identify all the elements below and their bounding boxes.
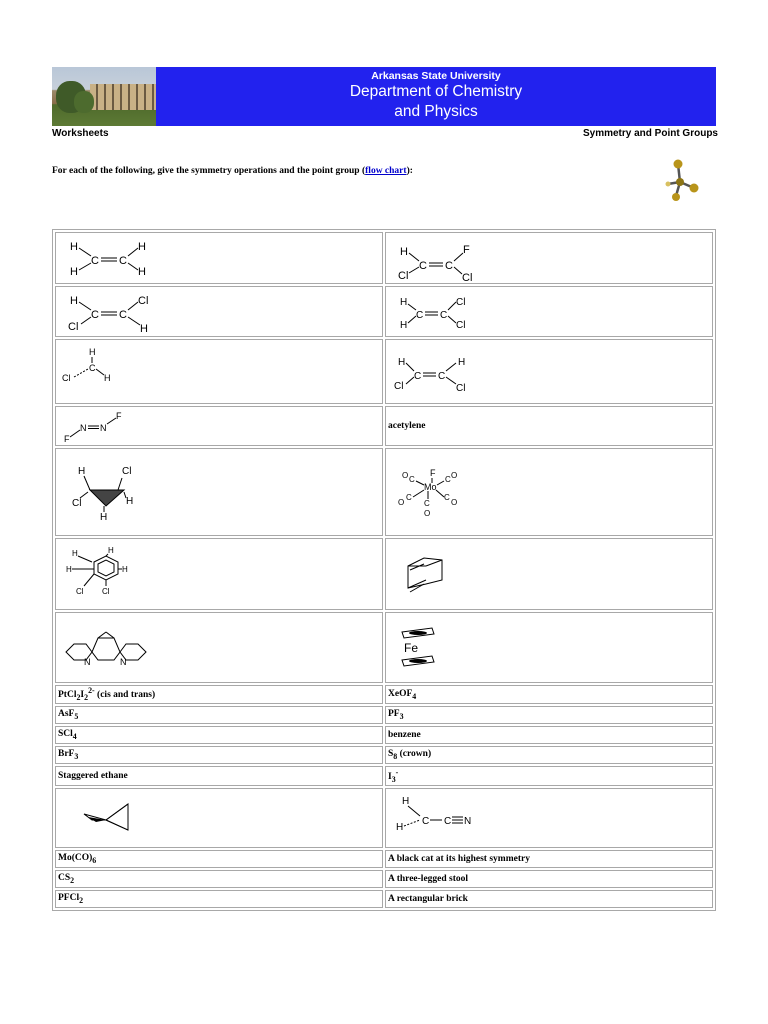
trans-dichloroethylene-cell	[55, 286, 383, 337]
tub-ring-structure	[388, 540, 508, 608]
s8-cell	[385, 746, 713, 764]
formula-subscript: 2	[84, 693, 89, 703]
svg-text:H: H	[138, 241, 146, 253]
svg-text:F: F	[116, 411, 122, 421]
svg-text:C: C	[440, 309, 448, 321]
svg-text:F: F	[430, 468, 436, 478]
chloromethane-structure	[58, 341, 178, 403]
table-row	[55, 726, 713, 744]
moof5-cell	[385, 448, 713, 536]
table-row	[55, 448, 713, 536]
formula-text: benzene	[388, 730, 421, 740]
svg-text:H: H	[70, 241, 78, 253]
instruction-after: ):	[406, 166, 413, 176]
svg-text:C: C	[91, 308, 99, 321]
formula-subscript: 2	[70, 875, 75, 885]
table-row	[55, 706, 713, 724]
svg-text:H: H	[104, 372, 111, 383]
svg-text:C: C	[438, 370, 446, 382]
svg-text:C: C	[445, 475, 451, 484]
xeof4-cell	[385, 685, 713, 704]
triiodide-cell	[385, 766, 713, 786]
table-row	[55, 538, 713, 610]
svg-text:Cl: Cl	[462, 272, 473, 283]
svg-text:N: N	[120, 656, 127, 667]
svg-text:C: C	[406, 493, 412, 502]
svg-text:C: C	[444, 493, 450, 502]
instruction-text	[52, 166, 413, 176]
molecule-table	[52, 229, 716, 911]
ethylene-structure	[58, 233, 178, 283]
worksheets-label: Worksheets	[52, 128, 109, 139]
formula-note: (crown)	[397, 749, 432, 760]
svg-text:H: H	[140, 322, 148, 335]
svg-text:C: C	[119, 308, 127, 321]
university-name: Arkansas State University	[371, 70, 501, 82]
acetonitrile-structure	[388, 790, 508, 846]
benzene-cell	[385, 726, 713, 744]
svg-text:H: H	[108, 546, 114, 555]
formula-subscript: 3	[391, 775, 396, 785]
trans-dichloroethylene-structure	[58, 288, 178, 336]
phenanthroline-structure	[58, 614, 178, 682]
svg-text:H: H	[66, 565, 72, 574]
phenanthroline-cell	[55, 612, 383, 683]
svg-text:F: F	[463, 244, 470, 256]
table-row	[55, 286, 713, 337]
svg-text:H: H	[400, 296, 408, 308]
acetylene-label: acetylene	[388, 421, 426, 431]
svg-text:F: F	[64, 434, 70, 444]
acetonitrile-cell	[385, 788, 713, 848]
svg-text:N: N	[464, 816, 472, 827]
svg-text:Mo: Mo	[424, 482, 437, 492]
dichlorocyclopropane-structure	[58, 450, 178, 534]
svg-text:Cl: Cl	[456, 296, 466, 308]
svg-text:H: H	[72, 549, 78, 558]
svg-text:Cl: Cl	[394, 380, 404, 392]
formula-subscript: 2	[76, 693, 81, 703]
svg-text:C: C	[445, 260, 453, 272]
formula-text: PFCl	[58, 893, 80, 904]
svg-text:Cl: Cl	[76, 587, 84, 596]
svg-text:O: O	[451, 471, 458, 480]
svg-text:H: H	[138, 266, 146, 278]
brf3-cell	[55, 746, 383, 764]
asf5-cell	[55, 706, 383, 724]
department-title-line1: Department of Chemistry	[349, 83, 523, 100]
formula-text: A three-legged stool	[388, 874, 469, 884]
svg-text:O: O	[424, 509, 431, 518]
svg-text:N: N	[100, 423, 107, 433]
table-row	[55, 890, 713, 908]
bicyclic-cell	[55, 788, 383, 848]
svg-text:C: C	[91, 255, 99, 267]
formula-subscript: 6	[92, 855, 97, 865]
dichlorobenzene-structure	[58, 540, 178, 608]
formula-subscript: 3	[74, 751, 79, 761]
svg-text:Cl: Cl	[68, 320, 79, 333]
svg-text:H: H	[122, 565, 128, 574]
svg-text:C: C	[409, 475, 415, 484]
formula-text: A rectangular brick	[388, 894, 468, 904]
svg-text:H: H	[400, 319, 408, 331]
dichlorocyclopropane-cell	[55, 448, 383, 536]
ferrocene-structure	[388, 614, 508, 682]
svg-text:Cl: Cl	[62, 372, 71, 383]
svg-text:C: C	[424, 499, 430, 508]
svg-text:H: H	[398, 356, 406, 368]
gem-dichloroethylene-cell	[385, 286, 713, 337]
pf3-cell	[385, 706, 713, 724]
svg-text:H: H	[70, 294, 78, 307]
cis-dichloroethylene-cell	[385, 339, 713, 404]
formula-text: XeOF	[388, 688, 413, 699]
molybdenum-carbonyl-fluoride-structure	[388, 450, 508, 534]
svg-text:O: O	[402, 471, 409, 480]
formula-text: PtCl	[58, 690, 77, 701]
table-row	[55, 766, 713, 786]
formula-text: S	[388, 749, 394, 760]
svg-text:H: H	[89, 346, 96, 357]
formula-subscript: 5	[74, 711, 79, 721]
svg-text:C: C	[119, 255, 127, 267]
formula-text: AsF	[58, 709, 75, 720]
svg-text:Cl: Cl	[122, 466, 132, 477]
svg-text:H: H	[70, 266, 78, 278]
cs2-cell	[55, 870, 383, 888]
cis-dichloroethylene-structure	[388, 341, 508, 403]
molecule-model-icon	[660, 158, 704, 204]
formula-subscript: 4	[412, 691, 417, 701]
svg-text:C: C	[422, 816, 430, 827]
svg-text:N: N	[84, 656, 91, 667]
stool-cell	[385, 870, 713, 888]
table-row	[55, 339, 713, 404]
section-title: Symmetry and Point Groups	[582, 128, 718, 139]
svg-text:C: C	[89, 362, 96, 373]
hfc-ethylene-cell	[385, 232, 713, 284]
formula-text: BrF	[58, 749, 75, 760]
formula-text: PF	[388, 709, 400, 720]
ferrocene-cell	[385, 612, 713, 683]
difluorodiazene-structure	[58, 407, 178, 445]
table-row	[55, 788, 713, 848]
svg-text:Cl: Cl	[456, 382, 466, 394]
chloromethane-cell	[55, 339, 383, 404]
svg-text:C: C	[444, 816, 452, 827]
formula-text: A black cat at its highest symmetry	[388, 854, 530, 864]
svg-text:H: H	[402, 796, 410, 807]
svg-text:H: H	[458, 356, 466, 368]
formula-note: (cis and trans)	[94, 690, 156, 701]
table-row	[55, 746, 713, 764]
formula-subscript: 8	[393, 751, 398, 761]
svg-text:H: H	[400, 246, 408, 258]
svg-text:Fe: Fe	[404, 640, 419, 655]
dichlorobenzene-cell	[55, 538, 383, 610]
difluorodiazene-cell	[55, 406, 383, 446]
table-row	[55, 232, 713, 284]
pfcl2-cell	[55, 890, 383, 908]
svg-text:Cl: Cl	[456, 319, 466, 331]
brick-cell	[385, 890, 713, 908]
formula-text: SCl	[58, 729, 73, 740]
formula-text: I	[80, 690, 85, 701]
formula-subscript: 2	[79, 895, 84, 905]
chlorofluoroethylene-structure	[388, 233, 508, 283]
instruction-before: For each of the following, give the symmetry operations and the point group (	[52, 166, 366, 176]
svg-text:H: H	[396, 822, 404, 833]
formula-text: CS	[58, 873, 71, 884]
svg-text:C: C	[416, 309, 424, 321]
formula-text: Mo(CO)	[58, 853, 93, 864]
table-row	[55, 612, 713, 683]
black-cat-cell	[385, 850, 713, 868]
svg-text:H: H	[78, 466, 86, 477]
table-row	[55, 850, 713, 868]
cyclooctatetraene-cell	[385, 538, 713, 610]
svg-text:O: O	[398, 498, 405, 507]
formula-text: I	[388, 772, 392, 783]
svg-text:Cl: Cl	[72, 498, 82, 509]
campus-photo	[52, 67, 156, 126]
ptcl2i2-cell	[55, 685, 383, 704]
formula-text: Staggered ethane	[58, 771, 128, 781]
formula-subscript: 3	[399, 711, 404, 721]
svg-text:Cl: Cl	[102, 587, 110, 596]
formula-charge: -	[395, 767, 399, 777]
svg-text:H: H	[126, 496, 134, 507]
table-row	[55, 406, 713, 446]
svg-text:Cl: Cl	[398, 270, 409, 282]
formula-subscript: 4	[72, 731, 77, 741]
svg-text:C: C	[414, 370, 422, 382]
ethylene-cell	[55, 232, 383, 284]
svg-text:H: H	[100, 512, 108, 523]
scl4-cell	[55, 726, 383, 744]
flow-chart-link[interactable]: flow chart	[365, 166, 407, 176]
table-row	[55, 870, 713, 888]
acetylene-cell	[385, 406, 713, 446]
svg-text:O: O	[451, 498, 458, 507]
department-title-line2: and Physics	[394, 103, 478, 120]
svg-text:Cl: Cl	[138, 294, 149, 307]
svg-text:C: C	[419, 260, 427, 272]
formula-charge: 2-	[88, 686, 95, 696]
dichloroethylene-structure	[388, 288, 508, 336]
svg-text:N: N	[80, 423, 87, 433]
bicyclobutane-structure	[58, 790, 178, 846]
staggered-ethane-cell	[55, 766, 383, 786]
header-banner	[52, 67, 716, 126]
mo-co6-cell	[55, 850, 383, 868]
table-row	[55, 685, 713, 704]
